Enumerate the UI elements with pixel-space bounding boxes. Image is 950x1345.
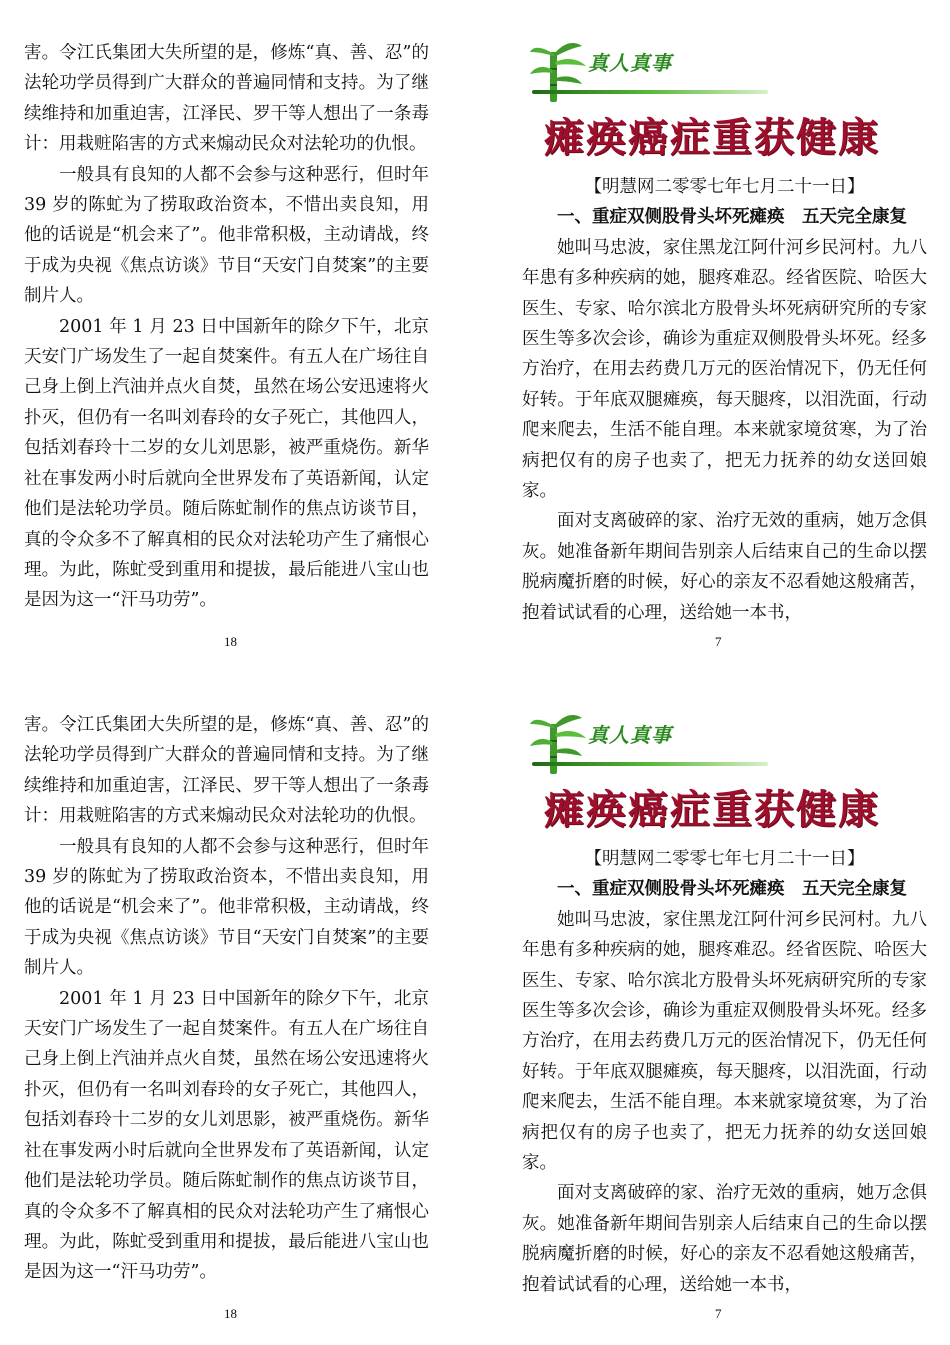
paragraph: 2001 年 1 月 23 日中国新年的除夕下午，北京天安门广场发生了一起自焚案件。有五人在广场往自己身上倒上汽油并点火自焚，虽然在场公安迅速将火扑灭，但仍有一名叫刘春玲的女子死亡，其他四人，包括刘春玲十二岁的女儿刘思影，被严重烧伤。新华社在事发两小时后就向全世界发布了英语新闻，认定他们是法轮功学员。随后陈虻制作的焦点访谈节目，真的令众多不了解真相的民众对法轮功产生了痛恨心理。为此，陈虻受到重用和提拔，最后能进八宝山也是因为这一“汗马功劳”。 [24,316,429,611]
paragraph: 一般具有良知的人都不会参与这种恶行，但时年 39 岁的陈虻为了捞取政治资本，不惜出卖良知，用他的话说是“机会来了”。他非常积极，主动请战，终于成为央视《焦点访谈》节目“天安门自焚案”的主要制片人。 [24,164,429,307]
article-title: 瘫痪癌症重获健康 [544,115,880,161]
left-page-text [24,710,429,1288]
right-page-text [522,172,927,628]
article-title: 瘫痪癌症重获健康 [544,787,880,833]
paragraph: 一般具有良知的人都不会参与这种恶行，但时年 39 岁的陈虻为了捞取政治资本，不惜出卖良知，用他的话说是“机会来了”。他非常积极，主动请战，终于成为央视《焦点访谈》节目“天安门自焚案”的主要制片人。 [24,836,429,979]
article-header [528,38,918,161]
paragraph: 她叫马忠波，家住黑龙江阿什河乡民河村。九八年患有多种疾病的她，腿疼难忍。经省医院、哈医大医生、专家、哈尔滨北方股骨头坏死病研究所的专家医生等多次会诊，确诊为重症双侧股骨头坏死。经多方治疗，在用去药费几万元的医治情况下，仍无任何好转。于年底双腿瘫痪，每天腿疼，以泪洗面，行动爬来爬去，生活不能自理。本来就家境贫寒，为了治病把仅有的房子也卖了，把无力抚养的幼女送回娘家。 [522,909,927,1174]
page-number: 7 [715,1306,722,1321]
subheading: 一、重症双侧股骨头坏死瘫痪 五天完全康复 [557,207,907,228]
section-kicker: 真人真事 [588,51,672,75]
right-page-text [522,844,927,1300]
header-rule [532,762,768,766]
paragraph: 害。令江氏集团大失所望的是，修炼“真、善、忍”的法轮功学员得到广大群众的普遍同情和支持。为了继续维持和加重迫害，江泽民、罗干等人想出了一条毒计：用栽赃陷害的方式来煽动民众对法轮功的仇恨。 [24,715,429,827]
header-rule [532,90,768,94]
page-number: 18 [224,634,237,649]
spread-bottom [0,672,950,1344]
section-kicker: 真人真事 [588,723,672,747]
article-header [528,710,918,833]
dateline: 【明慧网二零零七年七月二十一日】 [584,849,865,869]
dateline: 【明慧网二零零七年七月二十一日】 [584,177,865,197]
page-number: 7 [715,634,722,649]
page-number: 18 [224,1306,237,1321]
left-page-text [24,38,429,616]
subheading: 一、重症双侧股骨头坏死瘫痪 五天完全康复 [557,879,907,900]
paragraph: 面对支离破碎的家、治疗无效的重病，她万念俱灰。她准备新年期间告别亲人后结束自己的生命以摆脱病魔折磨的时候，好心的亲友不忍看她这般痛苦，抱着试试看的心理，送给她一本书， [522,1183,927,1295]
paragraph: 害。令江氏集团大失所望的是，修炼“真、善、忍”的法轮功学员得到广大群众的普遍同情和支持。为了继续维持和加重迫害，江泽民、罗干等人想出了一条毒计：用栽赃陷害的方式来煽动民众对法轮功的仇恨。 [24,43,429,155]
paragraph: 面对支离破碎的家、治疗无效的重病，她万念俱灰。她准备新年期间告别亲人后结束自己的生命以摆脱病魔折磨的时候，好心的亲友不忍看她这般痛苦，抱着试试看的心理，送给她一本书， [522,511,927,623]
paragraph: 她叫马忠波，家住黑龙江阿什河乡民河村。九八年患有多种疾病的她，腿疼难忍。经省医院、哈医大医生、专家、哈尔滨北方股骨头坏死病研究所的专家医生等多次会诊，确诊为重症双侧股骨头坏死。经多方治疗，在用去药费几万元的医治情况下，仍无任何好转。于年底双腿瘫痪，每天腿疼，以泪洗面，行动爬来爬去，生活不能自理。本来就家境贫寒，为了治病把仅有的房子也卖了，把无力抚养的幼女送回娘家。 [522,237,927,502]
spread-top [0,0,950,672]
paragraph: 2001 年 1 月 23 日中国新年的除夕下午，北京天安门广场发生了一起自焚案件。有五人在广场往自己身上倒上汽油并点火自焚，虽然在场公安迅速将火扑灭，但仍有一名叫刘春玲的女子死亡，其他四人，包括刘春玲十二岁的女儿刘思影，被严重烧伤。新华社在事发两小时后就向全世界发布了英语新闻，认定他们是法轮功学员。随后陈虻制作的焦点访谈节目，真的令众多不了解真相的民众对法轮功产生了痛恨心理。为此，陈虻受到重用和提拔，最后能进八宝山也是因为这一“汗马功劳”。 [24,988,429,1283]
